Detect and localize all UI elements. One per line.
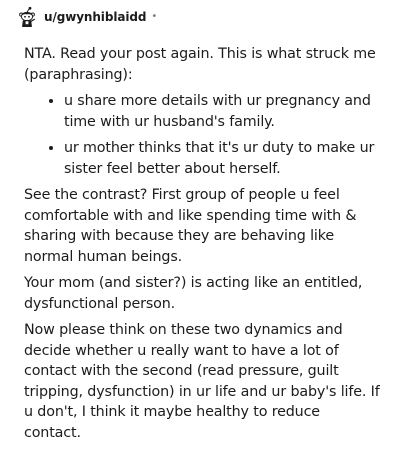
comment-paragraph: See the contrast? First group of people u feel comfortable with and like spending time with & sharing with because they are behaving like normal human beings. bbox=[24, 187, 357, 265]
user-avatar-icon[interactable] bbox=[16, 6, 38, 28]
comment-bullet-list bbox=[24, 91, 380, 179]
list-item: • ur mother thinks that it's ur duty to make ur sister feel better about herself. bbox=[64, 138, 380, 179]
comment-paragraph: NTA. Read your post again. This is what struck me (paraphrasing): bbox=[24, 46, 376, 83]
comment-paragraph: Now please think on these two dynamics and decide whether u really want to have a lot of contact with the second (read pressure, guilt tripping, dysfunction) in ur life and ur baby's life. If u don't, I think it maybe healthy to reduce contact. bbox=[24, 322, 380, 441]
list-item: • u share more details with ur pregnancy and time with ur husband's family. bbox=[64, 91, 380, 132]
comment-body bbox=[24, 44, 380, 449]
comment-author-link[interactable]: u/gwynhiblaidd bbox=[44, 10, 147, 24]
comment-header bbox=[16, 4, 157, 30]
comment-paragraph: Your mom (and sister?) is acting like an entitled, dysfunctional person. bbox=[24, 275, 363, 312]
meta-separator: • bbox=[151, 11, 158, 22]
